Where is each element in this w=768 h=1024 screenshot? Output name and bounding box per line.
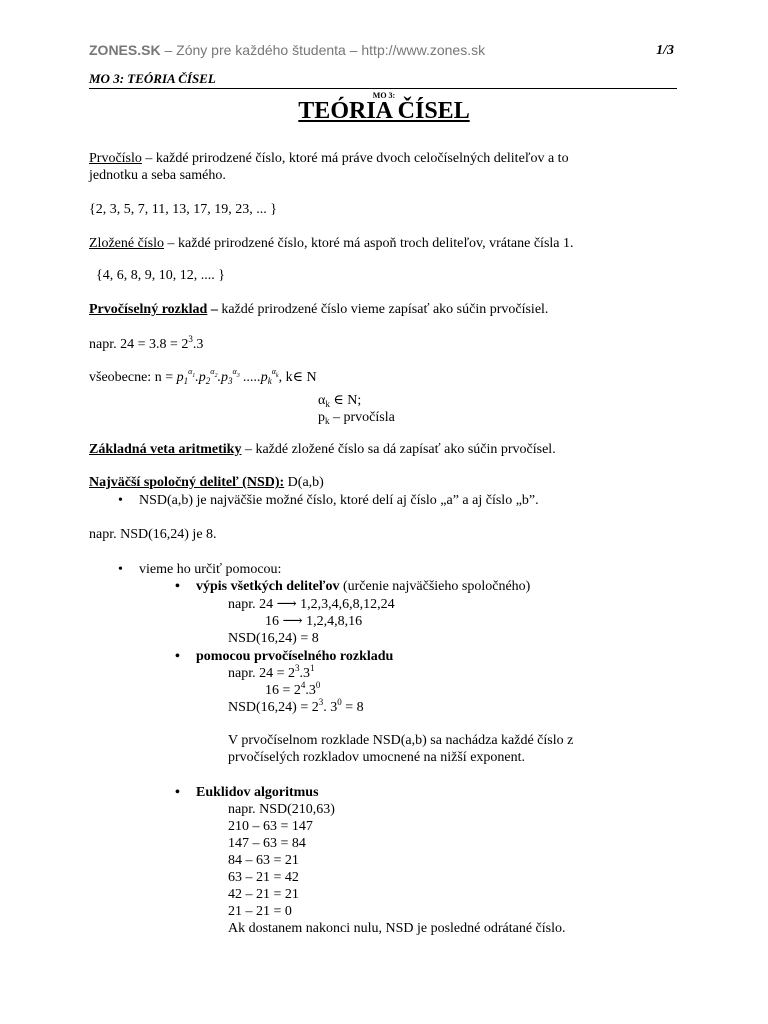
zlozene-set: {4, 6, 8, 9, 10, 12, .... } <box>96 268 225 283</box>
m2-line2: $16 = 2^4.3^0$ <box>265 680 321 698</box>
rozklad-term: Prvočíselný rozklad <box>89 302 208 317</box>
m2-line1: napr. $24 = 2^3.3^1$ <box>228 663 315 681</box>
zlozene-term: Zložené číslo <box>89 236 165 251</box>
rozklad-definition: Prvočíselný rozklad – každé prirodzené číslo vieme zapísať ako súčin prvočísiel. <box>89 302 549 317</box>
nsd-bullet-methods: • vieme ho určiť pomocou: <box>139 561 281 578</box>
site-name: ZONES.SK <box>89 42 161 58</box>
method1-heading: • výpis všetkých deliteľov (určenie najväčšieho spoločného) <box>196 578 530 595</box>
m2-line3: $NSD(16,24) = 2^3$. $3^0 = 8$ <box>228 697 364 715</box>
veta-term: Základná veta aritmetiky <box>89 442 242 457</box>
euklid-steps <box>228 801 768 937</box>
zakladna-veta: Základná veta aritmetiky – každé zložené číslo sa dá zapísať ako súčin prvočísel. <box>89 442 556 457</box>
euklid-line: 84 – 63 = 21 <box>228 853 299 868</box>
euklid-line: 147 – 63 = 84 <box>228 836 306 851</box>
rozklad-example: napr. $24 = 3.8 = 2^3.3$ <box>89 334 204 352</box>
m1-line3: NSD(16,24) = 8 <box>228 631 319 646</box>
nsd-example: napr. NSD(16,24) je 8. <box>89 527 217 542</box>
euklid-line: 210 – 63 = 147 <box>228 819 313 834</box>
m2-note-line1: V prvočíselnom rozklade NSD(a,b) sa nachádza každé číslo z <box>228 733 574 748</box>
prvocislo-term: Prvočíslo <box>89 151 142 166</box>
m1-line1: napr. 24 ⟶ 1,2,3,4,6,8,12,24 <box>228 597 395 612</box>
prvocislo-set: {2, 3, 5, 7, 11, 13, 17, 19, 23, ... } <box>89 202 277 217</box>
nsd-bullet-definition: • NSD(a,b) je najväčšie možné číslo, ktoré delí aj číslo „a” a aj číslo „b”. <box>139 492 539 509</box>
m1-line2: 16 ⟶ 1,2,4,8,16 <box>265 614 363 629</box>
nsd-heading: Najväčší spoločný deliteľ (NSD): D(a,b) <box>89 475 324 490</box>
euklid-line: 21 – 21 = 0 <box>228 904 292 919</box>
general-formula: $p_1^{\alpha_1}.p_2^{\alpha_2}.p_3^{\alpha_3}$ $.....p_k^{\alpha_k}$ <box>176 367 279 386</box>
m2-note-line2: prvočíselých rozkladov umocnené na nižší exponent. <box>228 750 526 765</box>
site-tagline: – Zóny pre každého študenta – http://www.zones.sk <box>160 42 486 58</box>
page-header <box>89 42 674 62</box>
method3-heading: • Euklidov algoritmus <box>196 784 319 801</box>
mini-title: MO 3: <box>372 91 396 100</box>
euklid-line: Ak dostanem nakonci nulu, NSD je posledné odrátané číslo. <box>228 921 566 936</box>
page-title: TEÓRIA ČÍSEL <box>298 98 470 124</box>
method2-heading: • pomocou prvočíselného rozkladu <box>196 648 393 665</box>
euklid-line: 63 – 21 = 42 <box>228 870 299 885</box>
euklid-line: napr. NSD(210,63) <box>228 802 335 817</box>
alpha-condition: $\alpha_k$ ∈ N; <box>318 393 362 409</box>
chapter-subheader: MO 3: TEÓRIA ČÍSEL <box>89 70 677 89</box>
zlozene-definition: Zložené číslo – každé prirodzené číslo, ktoré má aspoň troch deliteľov, vrátane čísla 1. <box>89 236 574 251</box>
euklid-line: 42 – 21 = 21 <box>228 887 299 902</box>
prvocislo-definition: Prvočíslo – každé prirodzené číslo, ktoré má práve dvoch celočíselných deliteľov a to jednotku a seba samého. <box>89 151 569 183</box>
nsd-term: Najväčší spoločný deliteľ (NSD): <box>89 475 285 490</box>
p-condition: $p_k$ – prvočísla <box>318 410 395 426</box>
page-number: 1/3 <box>656 43 674 58</box>
rozklad-general: všeobecne: $n = p_1^{\alpha_1}.p_2^{\alpha_2}.p_3^{\alpha_3}$ $.....p_k^{\alpha_k}$, k∈ N <box>89 367 317 386</box>
